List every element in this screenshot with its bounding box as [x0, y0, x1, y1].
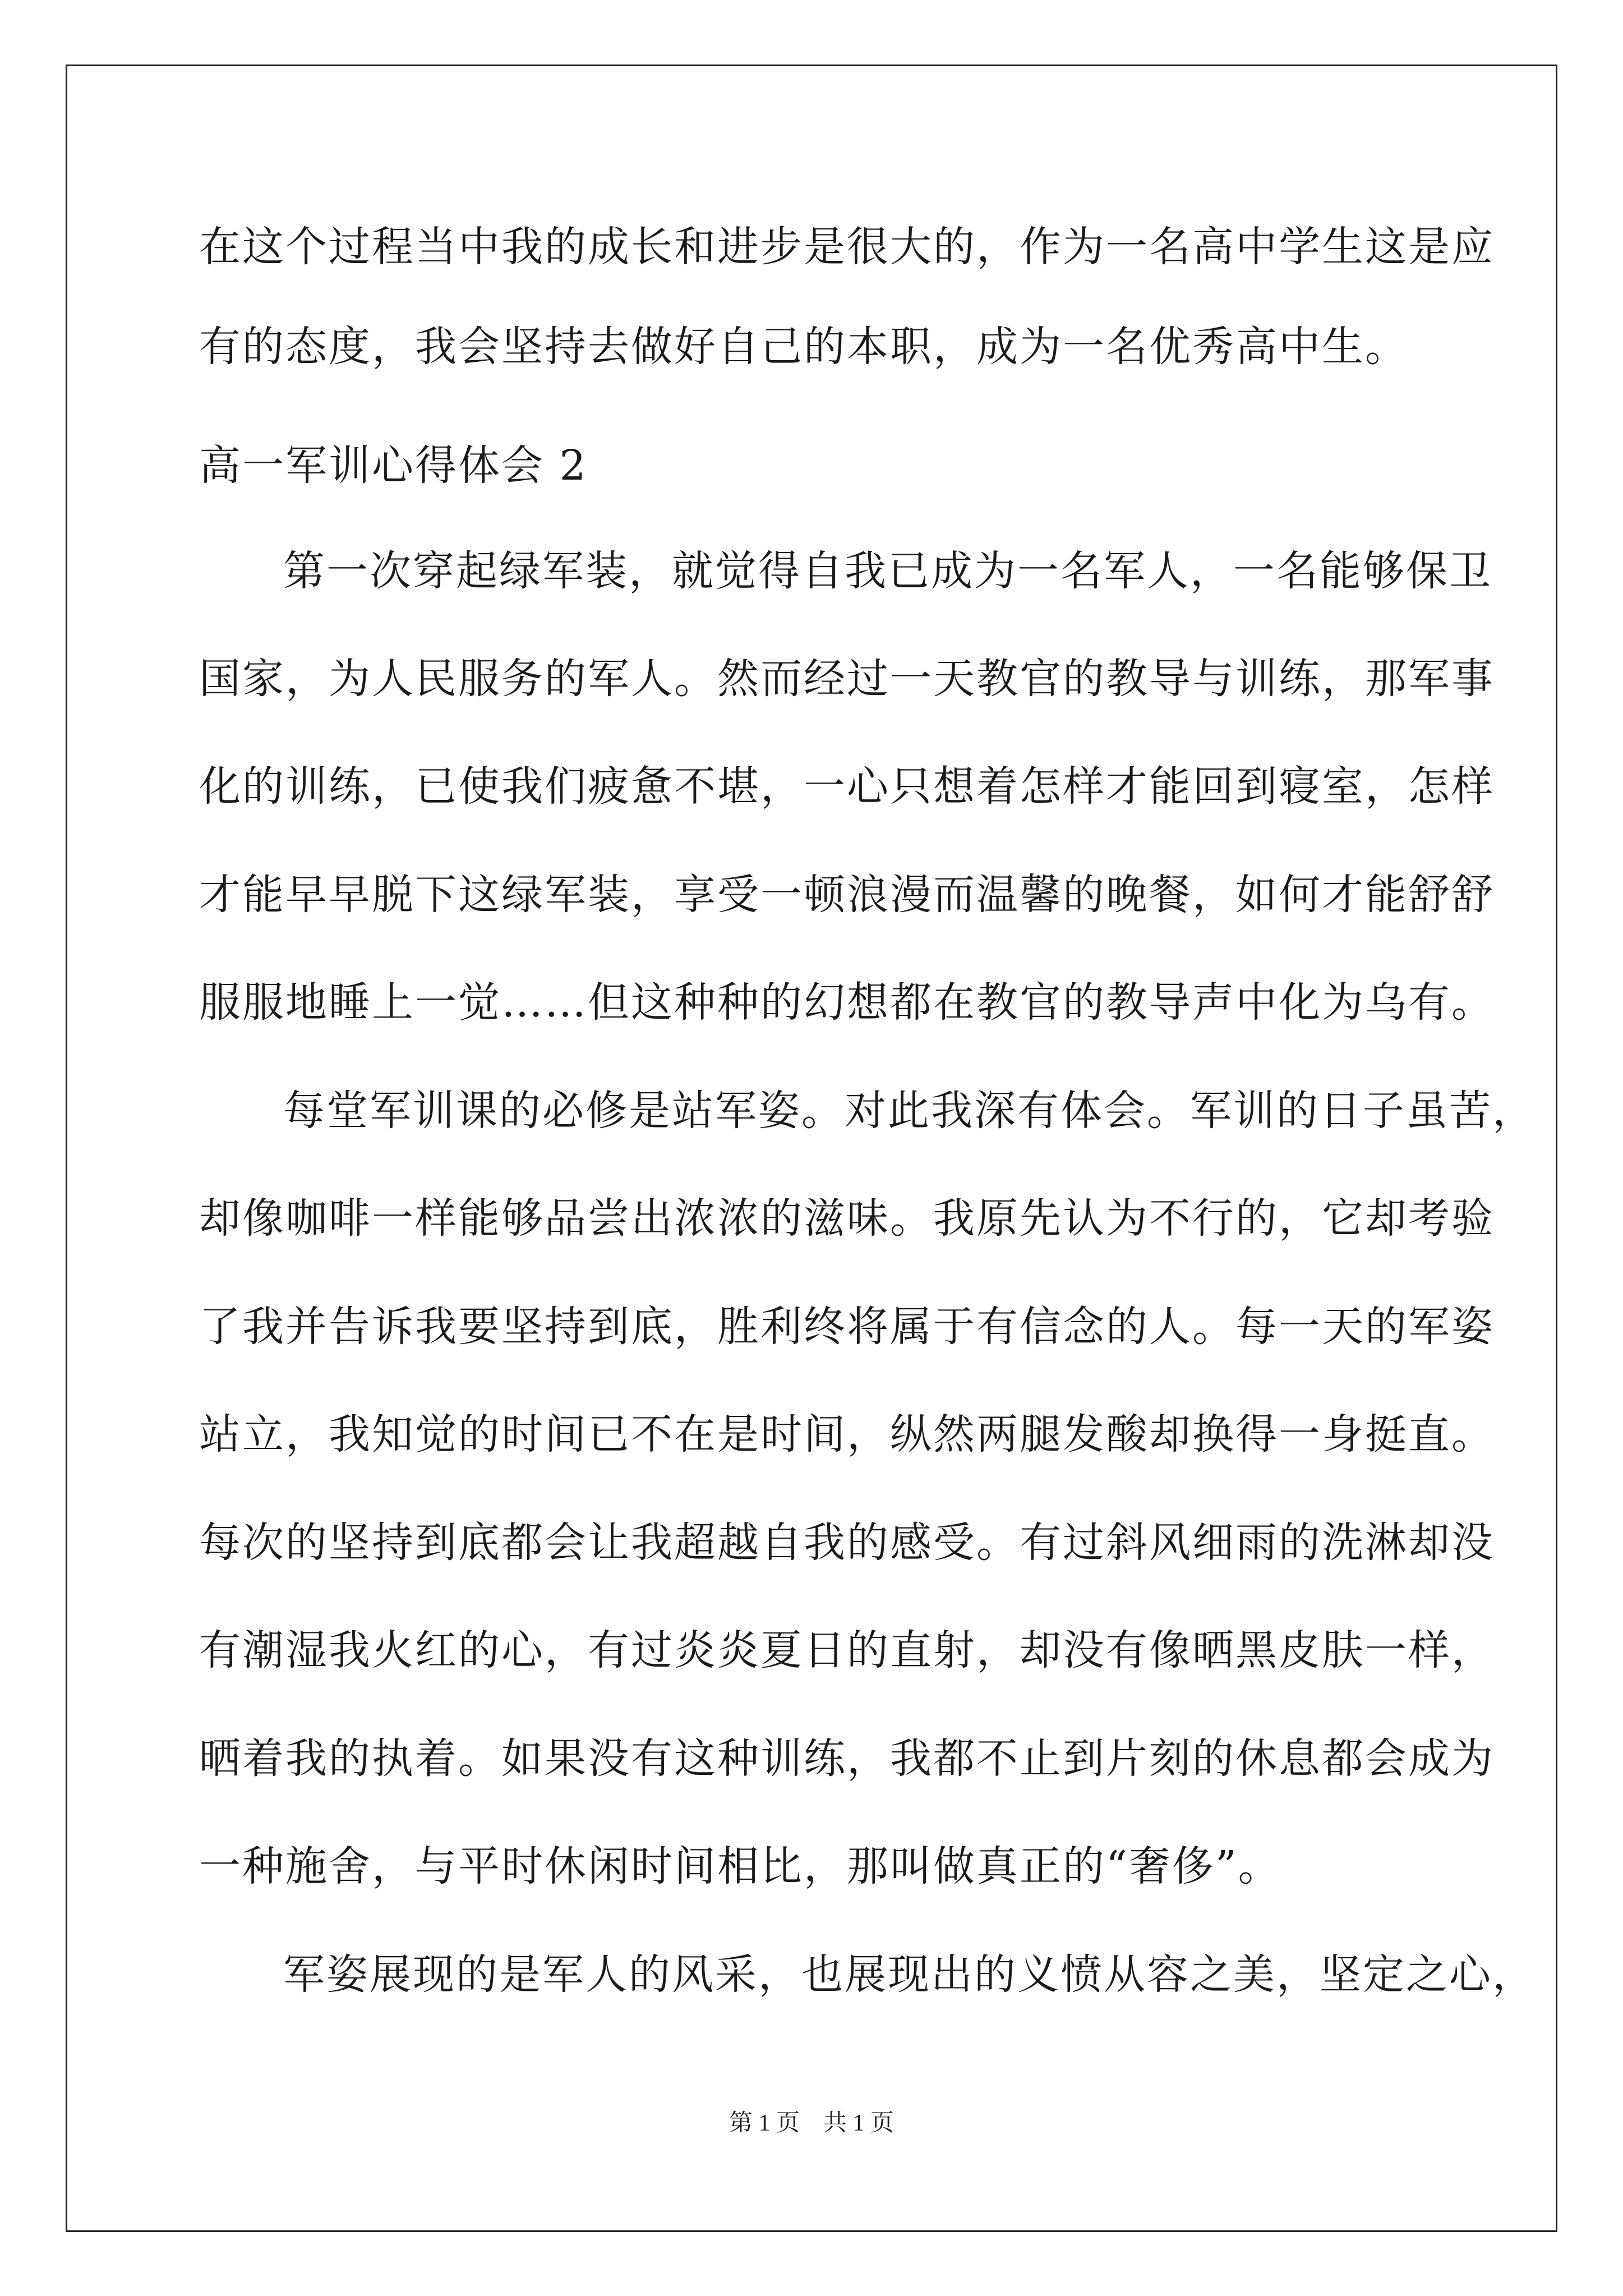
- text-line: 才能早早脱下这绿军装，享受一顿浪漫而温馨的晚餐，如何才能舒舒: [199, 871, 1495, 919]
- text-line: 国家，为人民服务的军人。然而经过一天教官的教导与训练，那军事: [199, 655, 1495, 703]
- text-line: 却像咖啡一样能够品尝出浓浓的滋味。我原先认为不行的，它却考验: [199, 1194, 1495, 1243]
- text-line: 有的态度，我会坚持去做好自己的本职，成为一名优秀高中生。: [199, 323, 1408, 371]
- text-line: 第一次穿起绿军装，就觉得自我已成为一名军人，一名能够保卫: [283, 547, 1492, 595]
- page-footer: 第 1 页 共 1 页: [728, 2110, 894, 2136]
- text-line: 军姿展现的是军人的风采，也展现出的义愤从容之美，坚定之心，: [283, 1950, 1536, 1999]
- section-heading: 高一军训心得体会 2: [199, 441, 588, 490]
- text-line: 有潮湿我火红的心，有过炎炎夏日的直射，却没有像晒黑皮肤一样，: [199, 1626, 1495, 1674]
- text-line: 了我并告诉我要坚持到底，胜利终将属于有信念的人。每一天的军姿: [199, 1303, 1495, 1351]
- page-border: [66, 65, 1557, 2232]
- text-line: 每堂军训课的必修是站军姿。对此我深有体会。军训的日子虽苦，: [283, 1087, 1536, 1135]
- text-line: 晒着我的执着。如果没有这种训练，我都不止到片刻的休息都会成为: [199, 1734, 1495, 1783]
- text-line: 一种施舍，与平时休闲时间相比，那叫做真正的“奢侈”。: [199, 1842, 1281, 1890]
- text-line: 化的训练，已使我们疲惫不堪，一心只想着怎样才能回到寝室，怎样: [199, 762, 1495, 811]
- text-line: 站立，我知觉的时间已不在是时间，纵然两腿发酸却换得一身挺直。: [199, 1410, 1495, 1458]
- text-line: 每次的坚持到底都会让我超越自我的感受。有过斜风细雨的洗淋却没: [199, 1519, 1495, 1567]
- text-line: 在这个过程当中我的成长和进步是很大的，作为一名高中学生这是应: [199, 223, 1495, 271]
- text-line: 服服地睡上一觉……但这种种的幻想都在教官的教导声中化为乌有。: [199, 978, 1495, 1027]
